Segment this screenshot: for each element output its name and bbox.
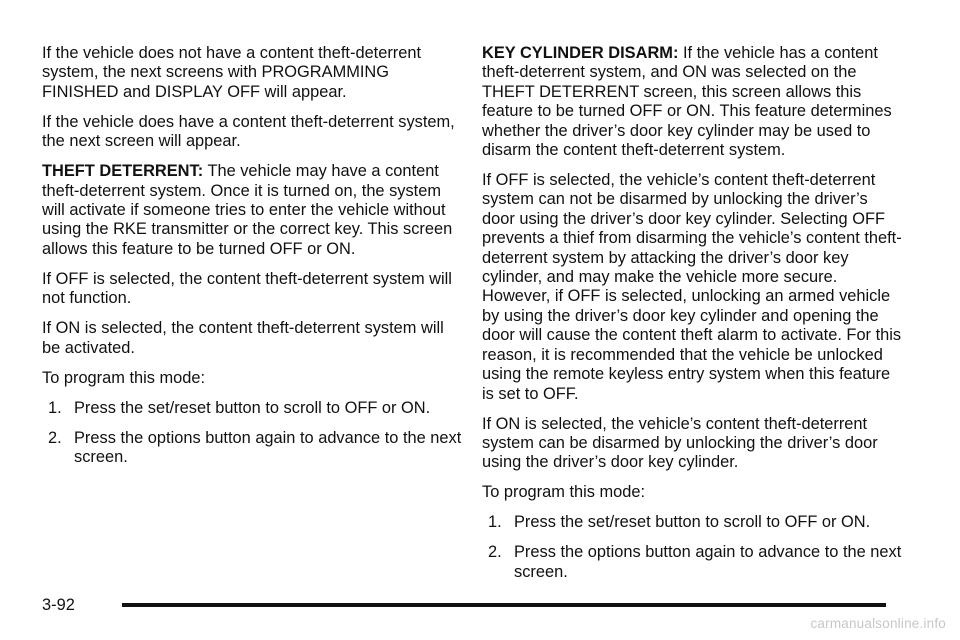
theft-deterrent-text: The vehicle may have a content theft-deterrent system. Once it is turned on, the system will activate if someone tries to enter the vehicle without using the RKE transmitter or the correct key. This screen allows this feature to be turned OFF or ON. [42,162,453,258]
right-column [482,44,902,593]
theft-deterrent-section [42,162,462,259]
key-on-paragraph: If ON is selected, the vehicle’s content theft-deterrent system can be disarmed by unlocking the driver’s door using the driver’s door key cylinder. [482,414,878,472]
left-column [42,44,462,478]
intro-paragraph-no-system: If the vehicle does not have a content theft-deterrent system, the next screens with PROGRAMMING FINISHED and DISPLAY OFF will appear. [42,44,422,101]
footer-rule [122,603,886,607]
step-item [42,399,462,418]
step-text: Press the options button again to advance to the next screen. [514,543,902,581]
step-number: 1. [488,513,502,532]
step-number: 2. [48,428,62,447]
step-number: 2. [488,543,502,562]
key-cylinder-section [482,44,902,160]
theft-deterrent-heading: THEFT DETERRENT: [42,162,204,181]
watermark: carmanualsonline.info [810,616,946,631]
page-number: 3-92 [42,596,75,614]
step-item [482,543,902,582]
step-text: Press the options button again to advance to the next screen. [74,428,462,467]
key-cylinder-heading: KEY CYLINDER DISARM: [482,44,679,62]
theft-off-paragraph: If OFF is selected, the content theft-deterrent system will not function. [42,269,452,308]
step-item [42,429,462,468]
intro-paragraph-has-system: If the vehicle does have a content theft-deterrent system, the next screen will appear. [42,112,455,151]
key-cylinder-text: If the vehicle has a content theft-deterrent system, and ON was selected on the THEFT DETERRENT screen, this screen allows this feature to be turned OFF or ON. This feature determines whether the driver’s door key cylinder may be used to disarm the content theft-deterrent system. [482,44,892,160]
step-text: Press the set/reset button to scroll to OFF or ON. [514,513,871,532]
step-number: 1. [48,398,62,417]
program-intro: To program this mode: [42,368,206,387]
theft-on-paragraph: If ON is selected, the content theft-deterrent system will be activated. [42,319,444,357]
program-intro: To program this mode: [482,483,646,502]
key-off-paragraph: If OFF is selected, the vehicle’s content theft-deterrent system can not be disarmed by unlocking the driver’s door using the driver’s door key cylinder. Selecting OFF prevents a thief from disarming the vehicle’s content theft-deterrent system by attacking the driver’s door key cylinder, and may make the vehicle more secure. However, if OFF is selected, unlocking an armed vehicle by using the driver’s door key cylinder and opening the door will cause the content theft alarm to activate. For this reason, it is recommended that the vehicle be unlocked using the remote keyless entry system when this feature is set to OFF. [482,171,902,403]
step-item [482,513,902,532]
step-text: Press the set/reset button to scroll to OFF or ON. [74,398,431,417]
